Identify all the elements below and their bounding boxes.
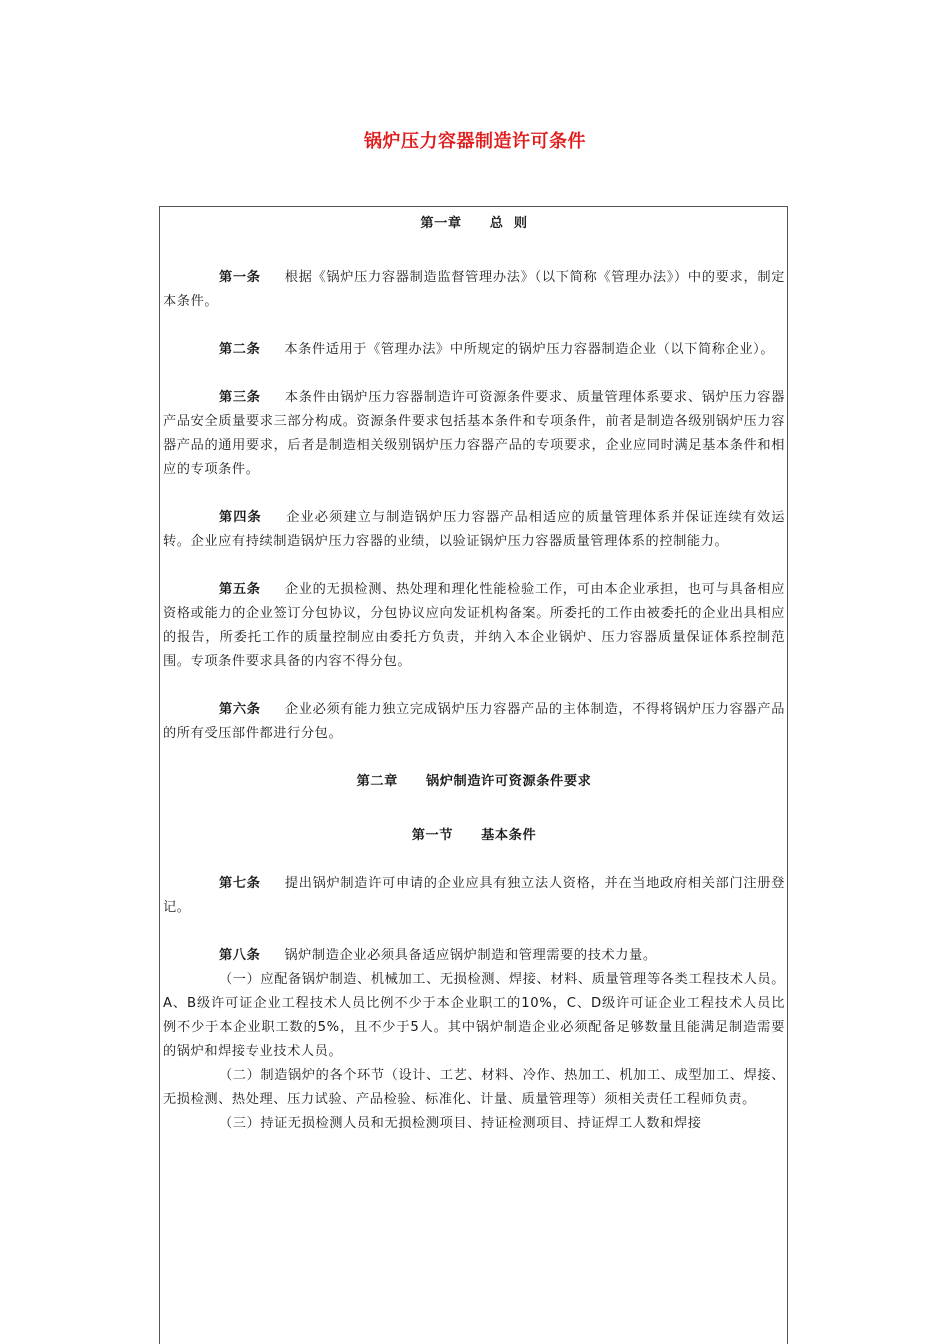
- article-1-text: 根据《锅炉压力容器制造监督管理办法》（以下简称《管理办法》）中的要求，制定本条件。: [163, 270, 785, 309]
- chapter-2-name: 锅炉制造许可资源条件要求: [425, 774, 592, 789]
- article-2: [163, 338, 785, 362]
- article-6: [163, 698, 785, 746]
- section-1-name: 基本条件: [481, 828, 537, 843]
- article-8-item-1: （一）应配备锅炉制造、机械加工、无损检测、焊接、材料、质量管理等各类工程技术人员。A、B级许可证企业工程技术人员比例不少于本企业职工的10%，C、D级许可证企业工程技术人员比例不少于本企业职工数的5%，且不少于5人。其中锅炉制造企业必须配备足够数量且能满足制造需要的锅炉和焊接专业技术人员。: [163, 972, 785, 1059]
- article-6-text: 企业必须有能力独立完成锅炉压力容器产品的主体制造，不得将锅炉压力容器产品的所有受压部件都进行分包。: [163, 702, 785, 741]
- article-6-label: 第六条: [219, 702, 261, 717]
- article-3: [163, 386, 785, 482]
- chapter-1-number: 第一章: [420, 216, 462, 231]
- article-4: [163, 506, 785, 554]
- article-4-label: 第四条: [219, 510, 262, 525]
- article-2-label: 第二条: [219, 342, 261, 357]
- article-8-label: 第八条: [219, 948, 261, 963]
- article-7-label: 第七条: [219, 876, 261, 891]
- article-1-label: 第一条: [219, 270, 261, 285]
- article-5: [163, 578, 785, 674]
- article-2-text: 本条件适用于《管理办法》中所规定的锅炉压力容器制造企业（以下简称企业）。: [284, 342, 775, 357]
- article-5-label: 第五条: [219, 582, 261, 597]
- article-3-text: 本条件由锅炉压力容器制造许可资源条件要求、质量管理体系要求、锅炉压力容器产品安全质量要求三部分构成。资源条件要求包括基本条件和专项条件，前者是制造各级别锅炉压力容器产品的通用要求，后者是制造相关级别锅炉压力容器产品的专项要求，企业应同时满足基本条件和相应的专项条件。: [163, 390, 785, 477]
- article-8-item-2: （二）制造锅炉的各个环节（设计、工艺、材料、冷作、热加工、机加工、成型加工、焊接、无损检测、热处理、压力试验、产品检验、标准化、计量、质量管理等）须相关责任工程师负责。: [163, 1068, 785, 1107]
- article-3-label: 第三条: [219, 390, 261, 405]
- chapter-1-heading: [163, 212, 785, 236]
- section-1-heading: [163, 824, 785, 848]
- article-8-item-3: （三）持证无损检测人员和无损检测项目、持证检测项目、持证焊工人数和焊接: [219, 1116, 702, 1131]
- article-8: [163, 944, 785, 968]
- article-7: [163, 872, 785, 920]
- article-1: [163, 266, 785, 314]
- article-7-text: 提出锅炉制造许可申请的企业应具有独立法人资格，并在当地政府相关部门注册登记。: [163, 876, 785, 915]
- article-4-text: 企业必须建立与制造锅炉压力容器产品相适应的质量管理体系并保证连续有效运转。企业应有持续制造锅炉压力容器的业绩，以验证锅炉压力容器质量管理体系的控制能力。: [163, 510, 785, 549]
- chapter-2-number: 第二章: [356, 774, 398, 789]
- chapter-2-heading: [163, 770, 785, 794]
- document-title: 锅炉压力容器制造许可条件: [364, 131, 586, 152]
- article-8-text: 锅炉制造企业必须具备适应锅炉制造和管理需要的技术力量。: [284, 948, 657, 963]
- chapter-1-name: 总 则: [489, 216, 528, 231]
- section-1-number: 第一节: [411, 828, 454, 843]
- document-body: [163, 206, 785, 1136]
- article-5-text: 企业的无损检测、热处理和理化性能检验工作，可由本企业承担，也可与具备相应资格或能力的企业签订分包协议，分包协议应向发证机构备案。所委托的工作由被委托的企业出具相应的报告，所委托工作的质量控制应由委托方负责，并纳入本企业锅炉、压力容器质量保证体系控制范围。专项条件要求具备的内容不得分包。: [163, 582, 785, 669]
